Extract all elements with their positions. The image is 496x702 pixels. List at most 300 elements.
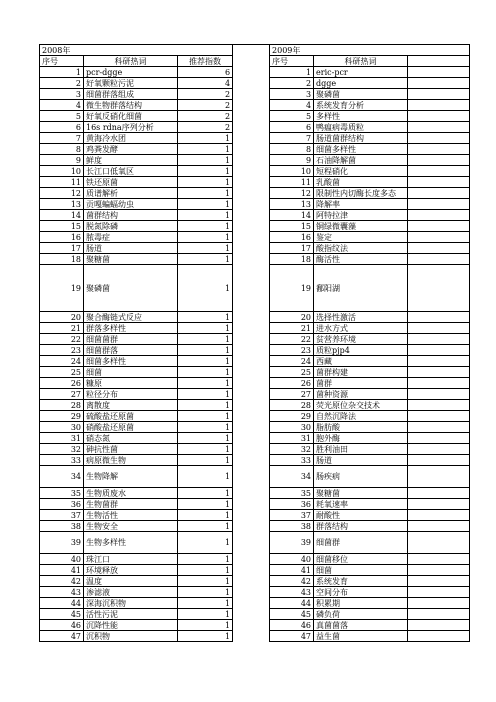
column-gap — [233, 499, 270, 510]
row-index-2008: 1 — [178, 576, 233, 587]
row-term-2009: 鸭瘟病毒质粒 — [314, 122, 408, 133]
table-row — [40, 122, 470, 133]
row-seq-2009: 47 — [270, 631, 314, 642]
row-index-2008: 1 — [178, 598, 233, 609]
row-index-2008: 2 — [178, 111, 233, 122]
row-term-2009: 石油降解菌 — [314, 155, 408, 166]
row-blank-2009 — [408, 243, 470, 254]
row-blank-2009 — [408, 389, 470, 400]
table-row — [40, 265, 470, 312]
row-seq-2008: 27 — [40, 389, 84, 400]
keyword-sheet — [39, 44, 469, 642]
table-row — [40, 598, 470, 609]
row-term-2008: 群落多样性 — [84, 323, 178, 334]
row-blank-2009 — [408, 422, 470, 433]
table-row — [40, 389, 470, 400]
table-row — [40, 177, 470, 188]
row-blank-2009 — [408, 133, 470, 144]
row-seq-2009: 21 — [270, 323, 314, 334]
row-seq-2008: 26 — [40, 378, 84, 389]
table-row — [40, 532, 470, 554]
row-term-2009: 积累期 — [314, 598, 408, 609]
row-index-2008: 1 — [178, 367, 233, 378]
row-blank-2009 — [408, 499, 470, 510]
row-seq-2009: 23 — [270, 345, 314, 356]
row-seq-2008: 39 — [40, 532, 84, 554]
row-blank-2009 — [408, 221, 470, 232]
column-gap — [233, 312, 270, 323]
row-blank-2009 — [408, 334, 470, 345]
column-gap — [233, 554, 270, 565]
row-term-2008: 菌群结构 — [84, 210, 178, 221]
header-seq-2009: 序号 — [270, 56, 314, 67]
row-index-2008: 1 — [178, 144, 233, 155]
header-seq-2008: 序号 — [40, 56, 84, 67]
row-term-2008: 聚磷菌 — [84, 265, 178, 312]
row-blank-2009 — [408, 521, 470, 532]
table-row — [40, 334, 470, 345]
row-blank-2009 — [408, 254, 470, 265]
row-term-2009: 菌种资源 — [314, 389, 408, 400]
table-row — [40, 144, 470, 155]
row-seq-2008: 32 — [40, 444, 84, 455]
table-row — [40, 243, 470, 254]
row-term-2008: 好氧颗粒污泥 — [84, 78, 178, 89]
row-seq-2009: 2 — [270, 78, 314, 89]
row-term-2009: 质粒pjp4 — [314, 345, 408, 356]
row-term-2008: 细菌群落 — [84, 345, 178, 356]
row-seq-2008: 36 — [40, 499, 84, 510]
row-term-2009: 空间分布 — [314, 587, 408, 598]
column-gap — [233, 188, 270, 199]
column-gap — [233, 243, 270, 254]
column-gap — [233, 89, 270, 100]
row-term-2008: 温度 — [84, 576, 178, 587]
row-blank-2009 — [408, 177, 470, 188]
row-seq-2009: 37 — [270, 510, 314, 521]
row-term-2008: 贡嘎蝙蝠幼虫 — [84, 199, 178, 210]
row-blank-2009 — [408, 67, 470, 78]
row-blank-2009 — [408, 188, 470, 199]
row-seq-2009: 12 — [270, 188, 314, 199]
row-blank-2009 — [408, 576, 470, 587]
column-gap — [233, 521, 270, 532]
column-gap — [233, 100, 270, 111]
row-term-2008: 细菌多样性 — [84, 356, 178, 367]
column-gap — [233, 598, 270, 609]
row-term-2009: 真菌菌落 — [314, 620, 408, 631]
row-term-2008: 长江口低氧区 — [84, 166, 178, 177]
row-seq-2008: 4 — [40, 100, 84, 111]
row-blank-2009 — [408, 166, 470, 177]
row-term-2009: 磷负荷 — [314, 609, 408, 620]
row-seq-2009: 42 — [270, 576, 314, 587]
row-seq-2009: 36 — [270, 499, 314, 510]
row-seq-2008: 22 — [40, 334, 84, 345]
table-row — [40, 488, 470, 499]
row-term-2009: 铜绿微囊藻 — [314, 221, 408, 232]
row-index-2008: 1 — [178, 334, 233, 345]
row-index-2008: 1 — [178, 389, 233, 400]
row-index-2008: 1 — [178, 565, 233, 576]
column-gap — [233, 488, 270, 499]
row-index-2008: 1 — [178, 521, 233, 532]
row-blank-2009 — [408, 210, 470, 221]
row-blank-2009 — [408, 631, 470, 642]
table-row — [40, 312, 470, 323]
keyword-table — [39, 44, 470, 642]
row-seq-2008: 30 — [40, 422, 84, 433]
row-seq-2008: 1 — [40, 67, 84, 78]
row-blank-2009 — [408, 265, 470, 312]
row-seq-2009: 4 — [270, 100, 314, 111]
table-row — [40, 466, 470, 488]
row-seq-2009: 26 — [270, 378, 314, 389]
row-term-2008: 16s rdna序列分析 — [84, 122, 178, 133]
row-seq-2008: 40 — [40, 554, 84, 565]
row-term-2008: 糠原 — [84, 378, 178, 389]
row-seq-2009: 30 — [270, 422, 314, 433]
column-gap — [233, 232, 270, 243]
table-row — [40, 232, 470, 243]
row-term-2009: eric-pcr — [314, 67, 408, 78]
row-index-2008: 1 — [178, 323, 233, 334]
table-row — [40, 188, 470, 199]
row-blank-2009 — [408, 356, 470, 367]
row-term-2008: 鲜度 — [84, 155, 178, 166]
row-term-2008: 沉降性能 — [84, 620, 178, 631]
row-seq-2008: 31 — [40, 433, 84, 444]
row-term-2008: 生物菌群 — [84, 499, 178, 510]
row-term-2009: 聚磷菌 — [314, 89, 408, 100]
row-index-2008: 1 — [178, 532, 233, 554]
row-blank-2009 — [408, 554, 470, 565]
row-index-2008: 1 — [178, 221, 233, 232]
row-index-2008: 1 — [178, 210, 233, 221]
row-term-2009: 选择性激活 — [314, 312, 408, 323]
table-row — [40, 199, 470, 210]
row-term-2008: 聚合酶链式反应 — [84, 312, 178, 323]
column-gap — [233, 199, 270, 210]
row-term-2009: 多样性 — [314, 111, 408, 122]
row-seq-2008: 41 — [40, 565, 84, 576]
table-row — [40, 89, 470, 100]
row-seq-2009: 24 — [270, 356, 314, 367]
row-term-2008: 聚糖菌 — [84, 254, 178, 265]
row-seq-2009: 40 — [270, 554, 314, 565]
header-term-2009: 科研热词 — [314, 56, 408, 67]
row-seq-2008: 20 — [40, 312, 84, 323]
table-row — [40, 345, 470, 356]
row-term-2008: 细菌群落组成 — [84, 89, 178, 100]
table-row — [40, 400, 470, 411]
row-term-2008: 沉积物 — [84, 631, 178, 642]
row-term-2009: 聚糖菌 — [314, 488, 408, 499]
table-row — [40, 455, 470, 466]
row-seq-2009: 46 — [270, 620, 314, 631]
row-seq-2009: 11 — [270, 177, 314, 188]
row-term-2009: 荧光原位杂交技术 — [314, 400, 408, 411]
column-gap — [233, 122, 270, 133]
column-gap — [233, 444, 270, 455]
column-gap — [233, 221, 270, 232]
column-gap — [233, 334, 270, 345]
header-row — [40, 56, 470, 67]
row-index-2008: 2 — [178, 89, 233, 100]
row-term-2008: 病原微生物 — [84, 455, 178, 466]
row-blank-2009 — [408, 155, 470, 166]
column-gap — [233, 254, 270, 265]
row-blank-2009 — [408, 78, 470, 89]
column-gap — [233, 367, 270, 378]
row-index-2008: 1 — [178, 199, 233, 210]
row-term-2008: 砷抗性菌 — [84, 444, 178, 455]
column-gap — [233, 411, 270, 422]
column-gap — [233, 400, 270, 411]
row-seq-2008: 43 — [40, 587, 84, 598]
column-gap — [233, 155, 270, 166]
table-row — [40, 111, 470, 122]
row-index-2008: 1 — [178, 444, 233, 455]
row-seq-2009: 27 — [270, 389, 314, 400]
row-term-2008: 细菌菌群 — [84, 334, 178, 345]
row-seq-2009: 18 — [270, 254, 314, 265]
row-seq-2008: 29 — [40, 411, 84, 422]
row-term-2009: 脂肪酸 — [314, 422, 408, 433]
row-term-2008: 细菌 — [84, 367, 178, 378]
row-seq-2009: 5 — [270, 111, 314, 122]
row-term-2009: 阿特拉津 — [314, 210, 408, 221]
row-blank-2009 — [408, 367, 470, 378]
row-seq-2009: 45 — [270, 609, 314, 620]
row-term-2008: 鸡粪发酵 — [84, 144, 178, 155]
row-term-2009: 细菌群 — [314, 532, 408, 554]
row-term-2009: 短程硝化 — [314, 166, 408, 177]
row-seq-2008: 8 — [40, 144, 84, 155]
row-blank-2009 — [408, 232, 470, 243]
row-index-2008: 1 — [178, 155, 233, 166]
row-seq-2009: 15 — [270, 221, 314, 232]
column-gap — [233, 78, 270, 89]
row-seq-2008: 44 — [40, 598, 84, 609]
row-term-2009: 进水方式 — [314, 323, 408, 334]
table-row — [40, 609, 470, 620]
row-blank-2009 — [408, 510, 470, 521]
row-term-2009: 胞外酶 — [314, 433, 408, 444]
year-label-2009: 2009年 — [270, 45, 470, 56]
row-seq-2008: 14 — [40, 210, 84, 221]
row-seq-2008: 10 — [40, 166, 84, 177]
row-seq-2009: 13 — [270, 199, 314, 210]
row-index-2008: 1 — [178, 609, 233, 620]
column-gap — [233, 631, 270, 642]
row-seq-2009: 31 — [270, 433, 314, 444]
row-seq-2008: 13 — [40, 199, 84, 210]
row-seq-2008: 19 — [40, 265, 84, 312]
column-gap — [233, 576, 270, 587]
row-seq-2008: 18 — [40, 254, 84, 265]
row-index-2008: 1 — [178, 166, 233, 177]
row-term-2009: 细菌 — [314, 565, 408, 576]
table-row — [40, 378, 470, 389]
row-seq-2009: 43 — [270, 587, 314, 598]
row-index-2008: 1 — [178, 356, 233, 367]
row-seq-2008: 42 — [40, 576, 84, 587]
column-gap — [233, 378, 270, 389]
column-gap — [233, 609, 270, 620]
row-index-2008: 1 — [178, 499, 233, 510]
row-term-2009: 自然沉降法 — [314, 411, 408, 422]
row-term-2009: 系统发育分析 — [314, 100, 408, 111]
row-blank-2009 — [408, 455, 470, 466]
column-gap — [233, 133, 270, 144]
row-seq-2009: 25 — [270, 367, 314, 378]
row-seq-2009: 19 — [270, 265, 314, 312]
row-seq-2009: 1 — [270, 67, 314, 78]
row-term-2009: 限制性内切酶长度多态 — [314, 188, 408, 199]
row-seq-2008: 12 — [40, 188, 84, 199]
row-seq-2008: 24 — [40, 356, 84, 367]
column-gap — [233, 177, 270, 188]
row-blank-2009 — [408, 587, 470, 598]
row-seq-2009: 14 — [270, 210, 314, 221]
table-row — [40, 356, 470, 367]
row-blank-2009 — [408, 378, 470, 389]
row-blank-2009 — [408, 100, 470, 111]
row-index-2008: 1 — [178, 620, 233, 631]
row-seq-2008: 15 — [40, 221, 84, 232]
row-index-2008: 1 — [178, 378, 233, 389]
row-term-2009: 菌群构建 — [314, 367, 408, 378]
row-blank-2009 — [408, 565, 470, 576]
row-seq-2008: 23 — [40, 345, 84, 356]
table-row — [40, 576, 470, 587]
row-index-2008: 1 — [178, 312, 233, 323]
row-index-2008: 1 — [178, 422, 233, 433]
row-blank-2009 — [408, 488, 470, 499]
row-index-2008: 1 — [178, 554, 233, 565]
row-seq-2008: 21 — [40, 323, 84, 334]
row-term-2008: 粒径分布 — [84, 389, 178, 400]
column-gap — [233, 111, 270, 122]
row-term-2008: 生物降解 — [84, 466, 178, 488]
row-seq-2008: 38 — [40, 521, 84, 532]
column-gap — [233, 210, 270, 221]
row-seq-2009: 32 — [270, 444, 314, 455]
row-seq-2009: 10 — [270, 166, 314, 177]
row-term-2008: 硝酸盐还原菌 — [84, 422, 178, 433]
row-seq-2008: 37 — [40, 510, 84, 521]
row-term-2009: 肠疾病 — [314, 466, 408, 488]
row-term-2008: 微生物群落结构 — [84, 100, 178, 111]
row-seq-2008: 7 — [40, 133, 84, 144]
row-seq-2009: 20 — [270, 312, 314, 323]
row-index-2008: 1 — [178, 510, 233, 521]
row-seq-2008: 28 — [40, 400, 84, 411]
column-gap — [233, 345, 270, 356]
row-seq-2009: 16 — [270, 232, 314, 243]
row-term-2009: 乳酸菌 — [314, 177, 408, 188]
row-blank-2009 — [408, 411, 470, 422]
row-term-2008: 活性污泥 — [84, 609, 178, 620]
table-row — [40, 554, 470, 565]
row-term-2009: 降解率 — [314, 199, 408, 210]
row-seq-2009: 34 — [270, 466, 314, 488]
table-row — [40, 166, 470, 177]
table-row — [40, 78, 470, 89]
table-row — [40, 565, 470, 576]
row-seq-2008: 2 — [40, 78, 84, 89]
header-term-2008: 科研热词 — [84, 56, 178, 67]
row-term-2008: 脱氮除磷 — [84, 221, 178, 232]
row-index-2008: 1 — [178, 177, 233, 188]
row-seq-2008: 46 — [40, 620, 84, 631]
row-seq-2008: 34 — [40, 466, 84, 488]
table-row — [40, 587, 470, 598]
row-index-2008: 1 — [178, 254, 233, 265]
row-seq-2008: 11 — [40, 177, 84, 188]
row-seq-2008: 3 — [40, 89, 84, 100]
year-row — [40, 45, 470, 56]
row-blank-2009 — [408, 532, 470, 554]
row-term-2009: 益生菌 — [314, 631, 408, 642]
column-gap — [233, 532, 270, 554]
row-term-2008: 生物多样性 — [84, 532, 178, 554]
column-gap — [233, 323, 270, 334]
row-index-2008: 1 — [178, 243, 233, 254]
row-term-2008: 离散度 — [84, 400, 178, 411]
row-index-2008: 1 — [178, 433, 233, 444]
row-seq-2008: 45 — [40, 609, 84, 620]
row-blank-2009 — [408, 444, 470, 455]
row-blank-2009 — [408, 400, 470, 411]
table-row — [40, 422, 470, 433]
table-row — [40, 367, 470, 378]
column-gap — [233, 389, 270, 400]
row-term-2008: 脓毒症 — [84, 232, 178, 243]
row-term-2009: 细菌多样性 — [314, 144, 408, 155]
row-seq-2008: 6 — [40, 122, 84, 133]
row-term-2008: pcr-dgge — [84, 67, 178, 78]
row-index-2008: 1 — [178, 631, 233, 642]
row-term-2008: 渗滤液 — [84, 587, 178, 598]
table-row — [40, 221, 470, 232]
row-seq-2008: 9 — [40, 155, 84, 166]
row-seq-2009: 9 — [270, 155, 314, 166]
row-seq-2008: 5 — [40, 111, 84, 122]
column-gap — [233, 45, 270, 56]
table-row — [40, 100, 470, 111]
row-seq-2008: 35 — [40, 488, 84, 499]
column-gap — [233, 67, 270, 78]
table-row — [40, 521, 470, 532]
row-term-2009: 酸指纹法 — [314, 243, 408, 254]
row-term-2009: 贫营养环境 — [314, 334, 408, 345]
row-seq-2009: 3 — [270, 89, 314, 100]
column-gap — [233, 56, 270, 67]
row-blank-2009 — [408, 111, 470, 122]
row-index-2008: 1 — [178, 345, 233, 356]
row-seq-2008: 17 — [40, 243, 84, 254]
table-row — [40, 133, 470, 144]
table-row — [40, 155, 470, 166]
row-seq-2009: 22 — [270, 334, 314, 345]
column-gap — [233, 144, 270, 155]
row-index-2008: 1 — [178, 587, 233, 598]
row-seq-2009: 44 — [270, 598, 314, 609]
row-blank-2009 — [408, 122, 470, 133]
row-term-2009: 胜利油田 — [314, 444, 408, 455]
